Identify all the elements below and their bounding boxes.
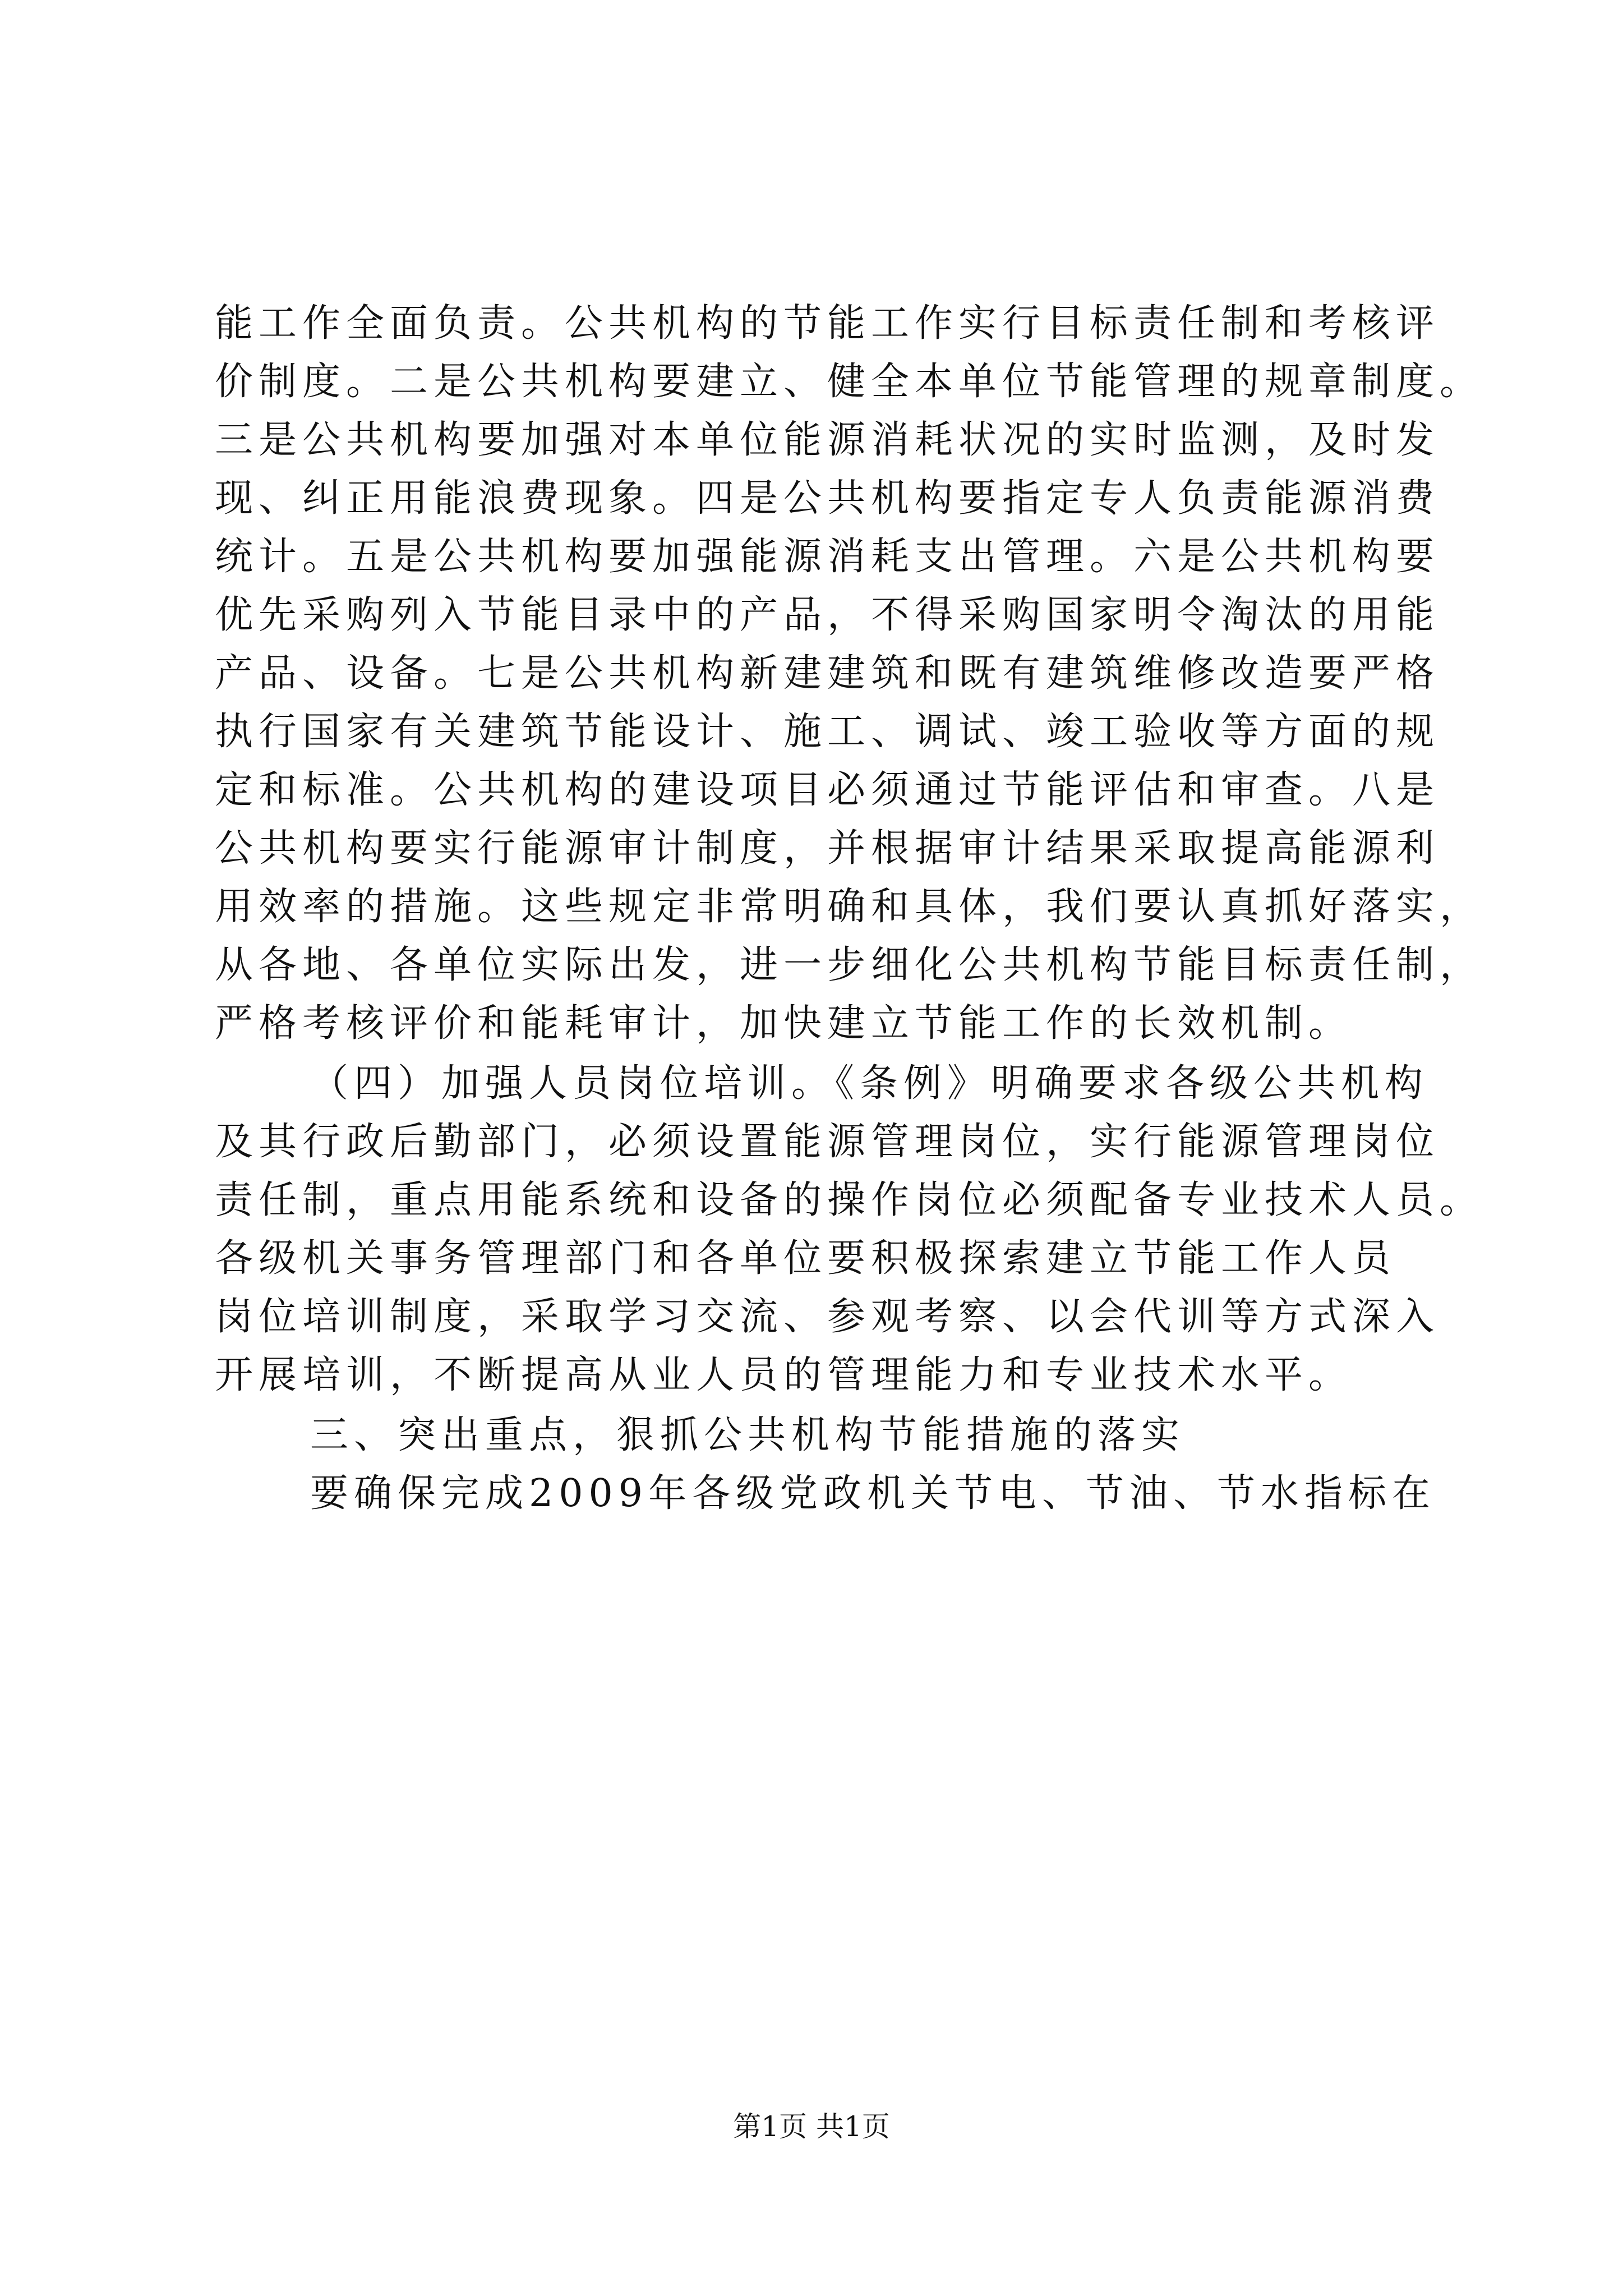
body-text-line: 各级机关事务管理部门和各单位要积极探索建立节能工作人员 bbox=[215, 1236, 1396, 1281]
body-text-line: 三是公共机构要加强对本单位能源消耗状况的实时监测，及时发 bbox=[215, 418, 1440, 462]
body-text-line: 从各地、各单位实际出发，进一步细化公共机构节能目标责任制， bbox=[215, 943, 1484, 987]
body-text-line: 产品、设备。七是公共机构新建建筑和既有建筑维修改造要严格 bbox=[215, 651, 1440, 696]
section-heading-line: （四）加强人员岗位培训。《条例》明确要求各级公共机构 bbox=[310, 1061, 1429, 1106]
body-text-line: 要确保完成2009年各级党政机关节电、节油、节水指标在 bbox=[310, 1471, 1436, 1516]
body-text-line: 及其行政后勤部门，必须设置能源管理岗位，实行能源管理岗位 bbox=[215, 1120, 1440, 1164]
body-text-line: 能工作全面负责。公共机构的节能工作实行目标责任制和考核评 bbox=[215, 301, 1440, 346]
body-text-line: 现、纠正用能浪费现象。四是公共机构要指定专人负责能源消费 bbox=[215, 476, 1440, 521]
body-text-line: 开展培训，不断提高从业人员的管理能力和专业技术水平。 bbox=[215, 1353, 1353, 1397]
body-text-line: 用效率的措施。这些规定非常明确和具体，我们要认真抓好落实， bbox=[215, 885, 1484, 929]
body-text-line: 优先采购列入节能目录中的产品，不得采购国家明令淘汰的用能 bbox=[215, 593, 1440, 637]
body-text-line: 公共机构要实行能源审计制度，并根据审计结果采取提高能源利 bbox=[215, 826, 1440, 871]
body-text-line: 岗位培训制度，采取学习交流、参观考察、以会代训等方式深入 bbox=[215, 1295, 1440, 1339]
body-text-line: 统计。五是公共机构要加强能源消耗支出管理。六是公共机构要 bbox=[215, 535, 1440, 579]
page-footer: 第1页 共1页 bbox=[733, 2110, 890, 2143]
body-text-line: 责任制，重点用能系统和设备的操作岗位必须配备专业技术人员。 bbox=[215, 1178, 1484, 1222]
section-heading-line: 三、突出重点，狠抓公共机构节能措施的落实 bbox=[310, 1413, 1186, 1457]
body-text-line: 严格考核评价和能耗审计，加快建立节能工作的长效机制。 bbox=[215, 1001, 1353, 1046]
body-text-line: 价制度。二是公共机构要建立、健全本单位节能管理的规章制度。 bbox=[215, 360, 1484, 404]
body-text-line: 定和标准。公共机构的建设项目必须通过节能评估和审查。八是 bbox=[215, 768, 1440, 812]
body-text-line: 执行国家有关建筑节能设计、施工、调试、竣工验收等方面的规 bbox=[215, 710, 1440, 754]
